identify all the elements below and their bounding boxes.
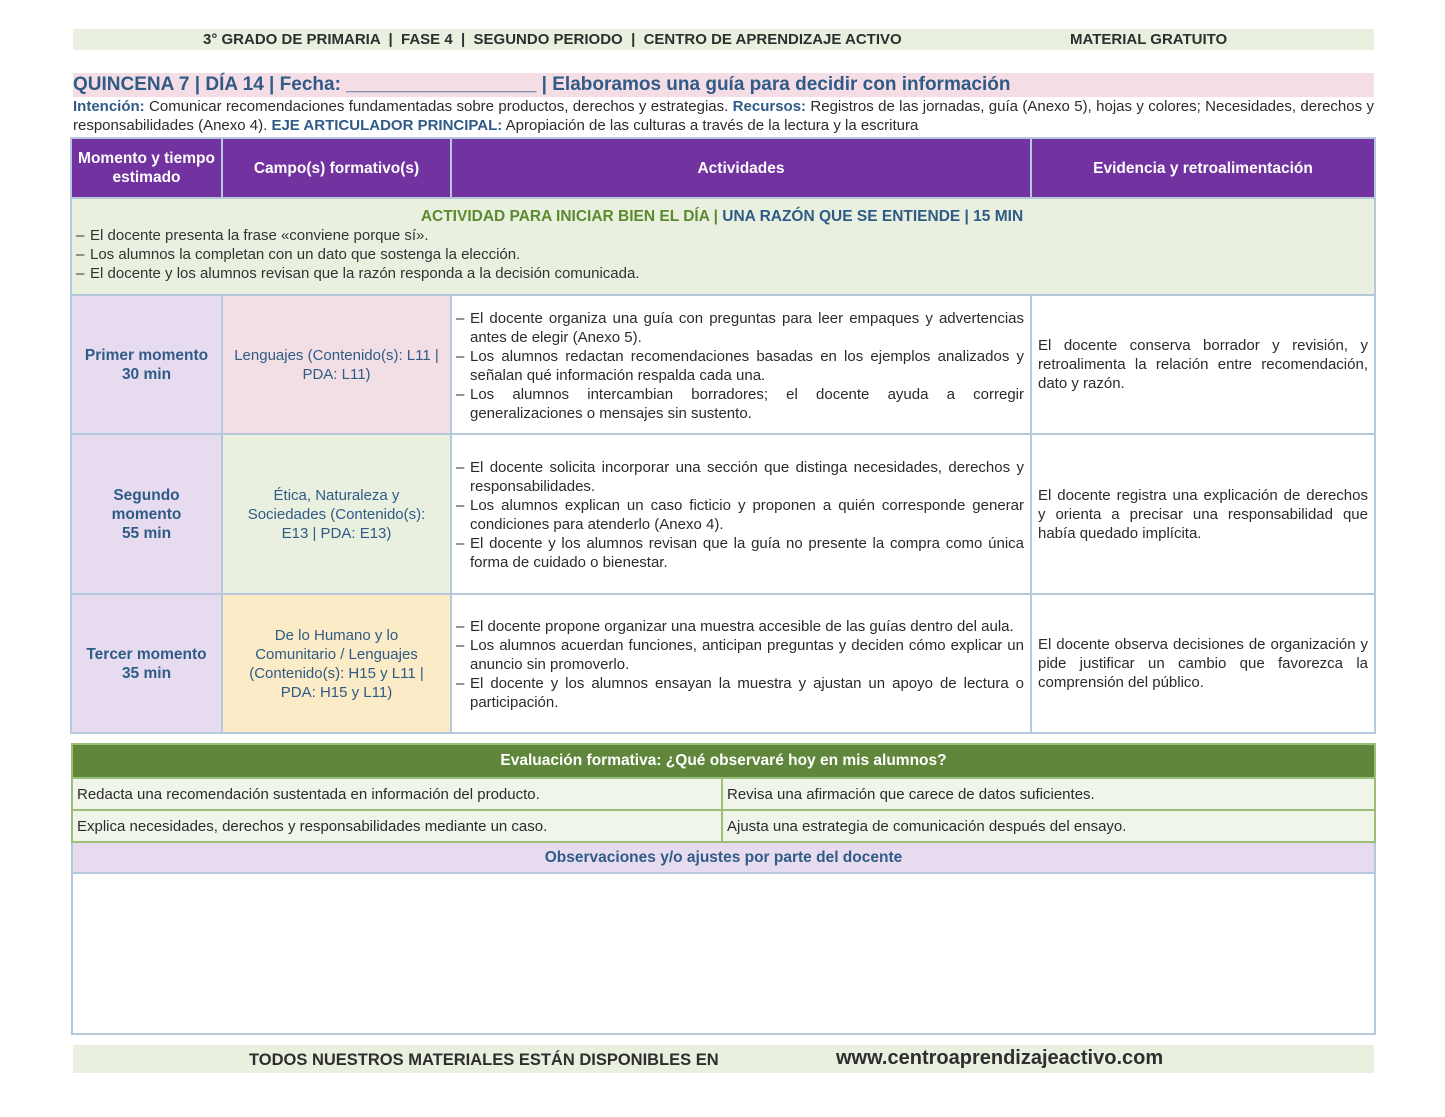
table-row <box>71 295 1375 434</box>
list-item: – El docente y los alumnos revisan que la razón responda a la decisión comunicada. <box>76 265 640 282</box>
free-material-label: MATERIAL GRATUITO <box>1070 31 1228 48</box>
list-item: – Los alumnos intercambian borradores; el docente ayuda a corregir generalizaciones o mensajes sin sustento. <box>456 385 1024 422</box>
evaluation-item: Redacta una recomendación sustentada en información del producto. <box>72 778 722 810</box>
moment-cell: Tercer momento 35 min <box>71 594 222 733</box>
evaluation-item: Revisa una afirmación que carece de datos suficientes. <box>722 778 1375 810</box>
activities-cell <box>451 434 1031 594</box>
list-item: – El docente y los alumnos revisan que la guía no presente la compra como única forma de cuidado o bienestar. <box>456 535 1024 571</box>
recursos-text: Registros de las jornadas, guía (Anexo 5), hojas y colores; Necesidades, derechos y responsabilidades (Anexo 4). <box>73 98 1374 134</box>
intencion-label: Intención: <box>73 98 145 115</box>
evaluation-title: Evaluación formativa: ¿Qué observaré hoy en mis alumnos? <box>72 744 1375 778</box>
observations-area[interactable] <box>72 873 1375 1034</box>
footer-url-link[interactable]: www.centroaprendizajeactivo.com <box>836 1047 1164 1069</box>
table-row <box>71 594 1375 733</box>
evidence-cell: El docente conserva borrador y revisión, y retroalimenta la relación entre recomendación, dato y razón. <box>1031 295 1375 434</box>
list-item: – Los alumnos redactan recomendaciones basadas en los ejemplos analizados y señalan qué información respalda cada una. <box>456 347 1024 384</box>
top-banner <box>73 29 1374 50</box>
evaluation-item: Ajusta una estrategia de comunicación después del ensayo. <box>722 810 1375 842</box>
activities-cell <box>451 594 1031 733</box>
footer-text: TODOS NUESTROS MATERIALES ESTÁN DISPONIBLES EN <box>249 1051 719 1069</box>
observations-title: Observaciones y/o ajustes por parte del docente <box>72 842 1375 873</box>
footer-banner <box>73 1045 1374 1073</box>
list-item: – El docente organiza una guía con preguntas para leer empaques y advertencias antes de elegir (Anexo 5). <box>456 309 1024 346</box>
header-campo: Campo(s) formativo(s) <box>222 138 451 198</box>
list-item: – El docente propone organizar una muestra accesible de las guías dentro del aula. <box>456 618 1014 635</box>
activities-cell <box>451 295 1031 434</box>
intent-paragraph <box>73 97 1374 135</box>
list-item: – El docente presenta la frase «conviene porque sí». <box>76 227 429 244</box>
list-item: – El docente solicita incorporar una sección que distinga necesidades, derechos y responsabilidades. <box>456 459 1024 495</box>
moment-cell: Segundo momento 55 min <box>71 434 222 594</box>
planning-table <box>70 137 1376 734</box>
eje-label: EJE ARTICULADOR PRINCIPAL: <box>271 117 503 134</box>
list-item: – Los alumnos acuerdan funciones, anticipan preguntas y deciden cómo explicar un anuncio sin promoverlo. <box>456 637 1024 673</box>
start-activity-title: ACTIVIDAD PARA INICIAR BIEN EL DÍA | UNA RAZÓN QUE SE ENTIENDE | 15 MIN <box>420 208 1024 225</box>
recursos-label: Recursos: <box>732 98 807 115</box>
list-item: – Los alumnos la completan con un dato que sostenga la elección. <box>76 246 521 263</box>
moment-cell: Primer momento 30 min <box>71 295 222 434</box>
evidence-cell: El docente registra una explicación de derechos y orienta a precisar una responsabilidad que había quedado implícita. <box>1031 434 1375 594</box>
header-momento: Momento y tiempo estimado <box>71 138 222 198</box>
campo-cell: De lo Humano y lo Comunitario / Lenguajes (Contenido(s): H15 y L11 | PDA: H15 y L11) <box>222 594 451 733</box>
eje-text: Apropiación de las culturas a través de la lectura y la escritura <box>502 117 919 134</box>
campo-cell: Lenguajes (Contenido(s): L11 | PDA: L11) <box>222 295 451 434</box>
evidence-cell: El docente observa decisiones de organización y pide justificar un cambio que favorezca la comprensión del público. <box>1031 594 1375 733</box>
list-item: – El docente y los alumnos ensayan la muestra y ajustan un apoyo de lectura o participación. <box>456 675 1024 711</box>
evaluation-table <box>71 743 1376 1035</box>
table-row <box>71 434 1375 594</box>
header-actividades: Actividades <box>451 138 1031 198</box>
intencion-text: Comunicar recomendaciones fundamentadas sobre productos, derechos y estrategias. <box>144 98 733 115</box>
header-evidencia: Evidencia y retroalimentación <box>1031 138 1375 198</box>
list-item: – Los alumnos explican un caso ficticio y proponen a quién corresponde generar condiciones para atenderlo (Anexo 4). <box>456 497 1024 533</box>
start-activity <box>71 198 1375 295</box>
evaluation-item: Explica necesidades, derechos y responsabilidades mediante un caso. <box>72 810 722 842</box>
page-title: QUINCENA 7 | DÍA 14 | Fecha: __________________ | Elaboramos una guía para decidir con información <box>73 73 1374 97</box>
grade-line: 3° GRADO DE PRIMARIA | FASE 4 | SEGUNDO PERIODO | CENTRO DE APRENDIZAJE ACTIVO <box>203 31 902 48</box>
campo-cell: Ética, Naturaleza y Sociedades (Contenido(s): E13 | PDA: E13) <box>222 434 451 594</box>
